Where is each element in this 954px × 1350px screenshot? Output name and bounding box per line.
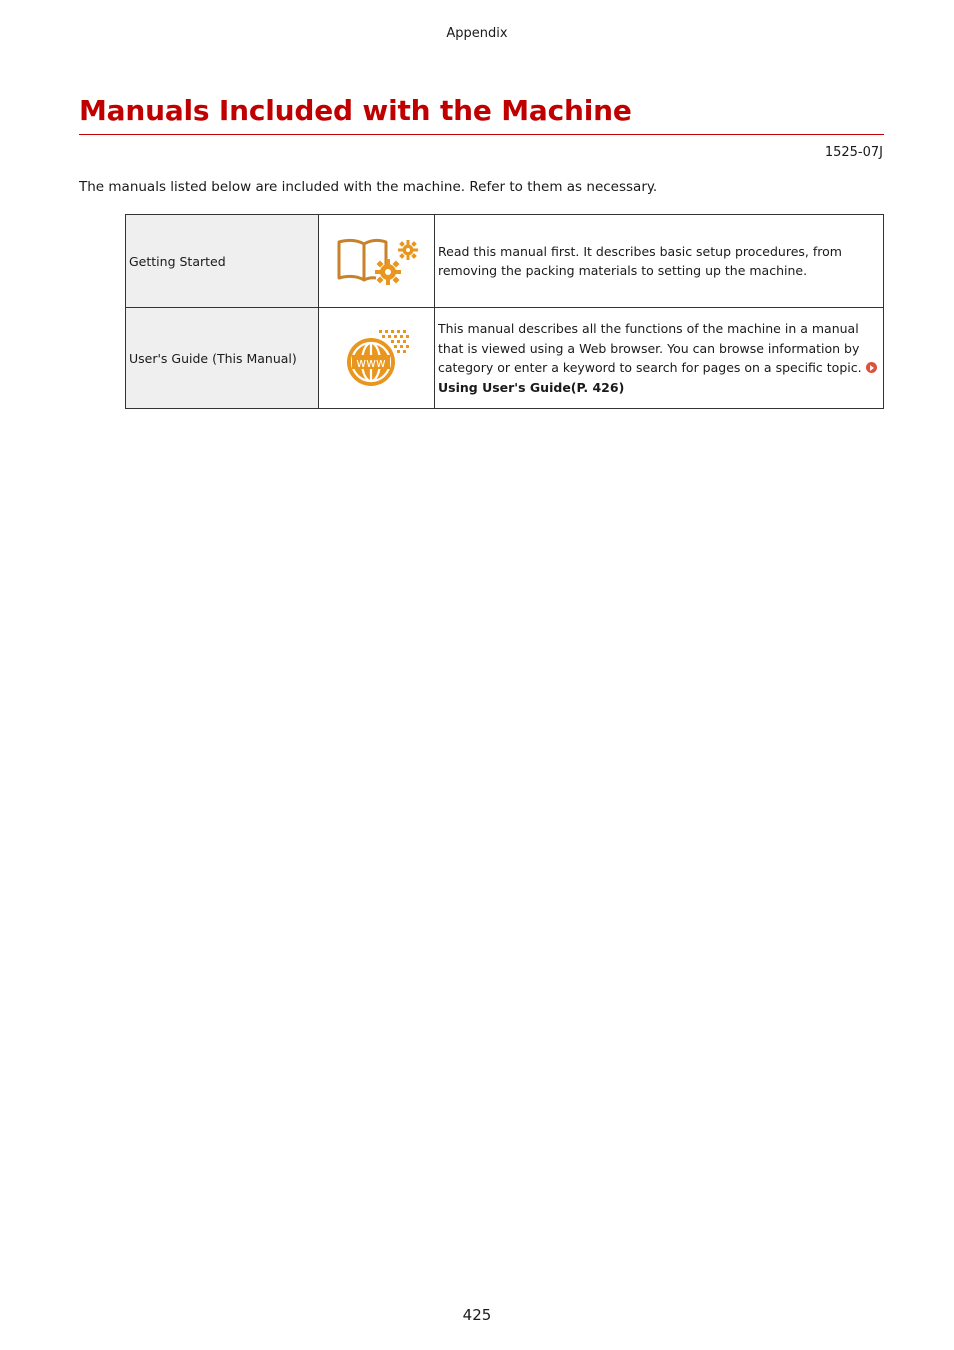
manual-icon-cell	[319, 308, 435, 409]
manual-description-cell	[435, 308, 884, 409]
manuals-table	[125, 214, 884, 409]
title-underline	[79, 134, 884, 135]
www-globe-icon	[341, 326, 413, 388]
book-gears-icon	[334, 232, 420, 288]
table-row	[126, 215, 884, 308]
manual-icon-cell	[319, 215, 435, 308]
svg-text:www: www	[355, 355, 386, 370]
link-arrow-icon	[866, 362, 877, 373]
table-row	[126, 308, 884, 409]
using-users-guide-link[interactable]: Using User's Guide(P. 426)	[438, 379, 625, 395]
manual-name-cell	[126, 308, 319, 409]
intro-paragraph: The manuals listed below are included with the machine. Refer to them as necessary.	[79, 179, 658, 195]
manual-description: This manual describes all the functions of the machine in a manual that is viewed using a Web browser. You can browse information by category or enter a keyword to search for pages on a specific topic.	[438, 321, 866, 375]
manual-name: Getting Started	[129, 253, 226, 269]
document-code: 1525-07J	[824, 145, 883, 160]
manual-description: Read this manual first. It describes basic setup procedures, from removing the packing materials to setting up the machine.	[438, 243, 842, 278]
page-number: 425	[462, 1306, 492, 1324]
manual-description-cell	[435, 215, 884, 308]
manual-name-cell	[126, 215, 319, 308]
page-title: Manuals Included with the Machine	[79, 94, 632, 127]
running-header: Appendix	[446, 26, 508, 41]
manual-name: User's Guide (This Manual)	[129, 350, 297, 366]
